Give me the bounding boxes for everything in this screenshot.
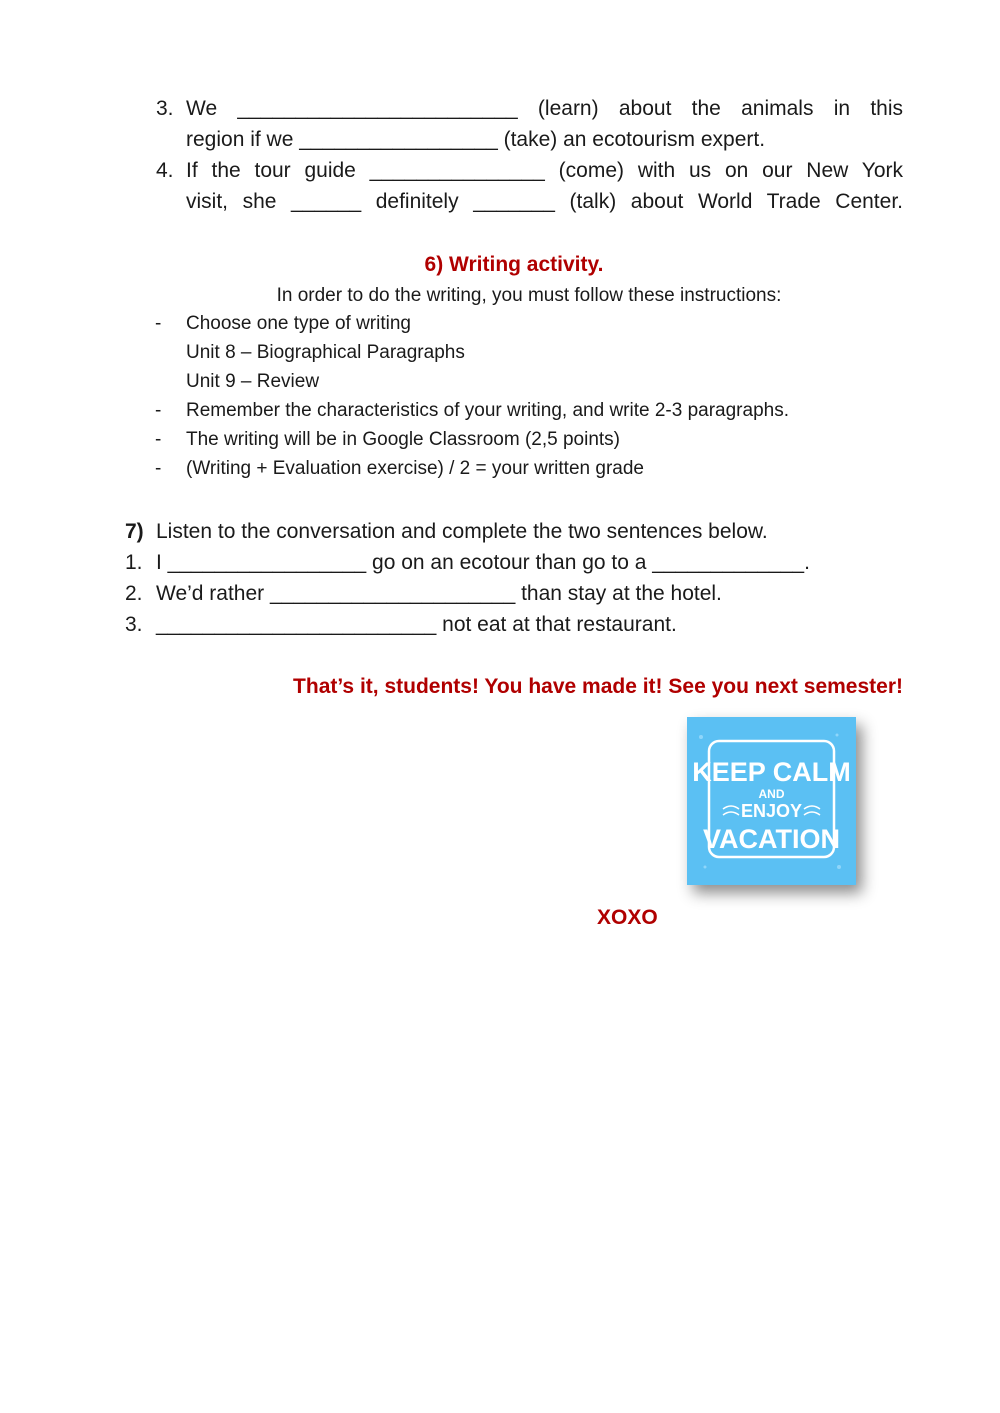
lettering-and: AND	[758, 787, 785, 801]
lettering-keep-calm: KEEP CALM	[692, 757, 851, 787]
keep-calm-vacation-image	[687, 717, 856, 885]
bullet-dash: -	[155, 458, 162, 479]
list-item: (Writing + Evaluation exercise) / 2 = your written grade	[186, 458, 644, 479]
list-item: Choose one type of writing	[186, 313, 411, 334]
sentence-line: If the tour guide _______________ (come) with us on our New York	[186, 159, 903, 182]
bullet-dash: -	[155, 400, 162, 421]
sentence-line: I _________________ go on an ecotour than go to a _____________.	[156, 551, 810, 574]
list-number: 2.	[125, 582, 143, 605]
list-item: Unit 8 – Biographical Paragraphs	[186, 342, 465, 363]
list-number: 1.	[125, 551, 143, 574]
list-item: Unit 9 – Review	[186, 371, 320, 392]
list-number: 3.	[156, 97, 174, 120]
bullet-dash: -	[155, 313, 162, 334]
lettering-vacation: VACATION	[703, 824, 840, 854]
sentence-line: We ________________________ (learn) about the animals in this	[186, 97, 903, 120]
vacation-lettering-graphic	[687, 717, 856, 885]
list-item: The writing will be in Google Classroom (2,5 points)	[186, 429, 621, 450]
bullet-dash: -	[155, 429, 162, 450]
exercise-7-instruction: Listen to the conversation and complete the two sentences below.	[156, 520, 768, 543]
list-item: Remember the characteristics of your writing, and write 2-3 paragraphs.	[186, 400, 789, 421]
signoff-xoxo: XOXO	[597, 906, 658, 929]
sentence-line: region if we _________________ (take) an ecotourism expert.	[186, 128, 766, 151]
exercise-7-number: 7)	[125, 520, 144, 543]
lettering-enjoy: ENJOY	[740, 801, 803, 821]
list-number: 4.	[156, 159, 174, 182]
sentence-line: ________________________ not eat at that restaurant.	[156, 613, 677, 636]
writing-instructions-intro: In order to do the writing, you must follow these instructions:	[276, 285, 782, 306]
list-number: 3.	[125, 613, 143, 636]
closing-message: That’s it, students! You have made it! See you next semester!	[293, 675, 903, 698]
sentence-line: We’d rather _____________________ than stay at the hotel.	[156, 582, 722, 605]
writing-activity-heading: 6) Writing activity.	[424, 253, 604, 276]
sentence-line: visit, she ______ definitely _______ (talk) about World Trade Center.	[186, 190, 903, 213]
